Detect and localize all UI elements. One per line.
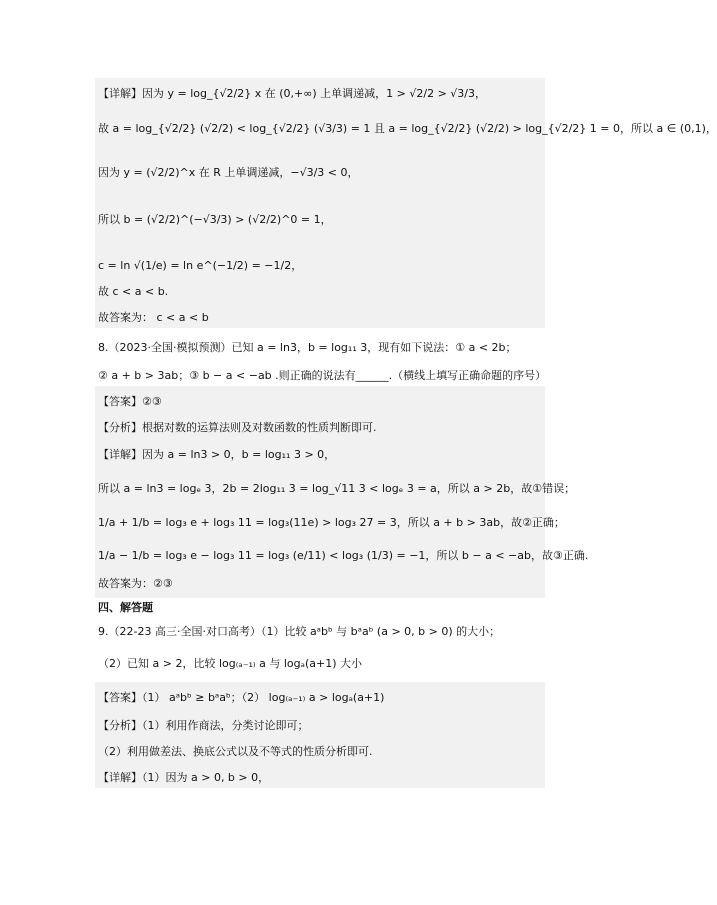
q8-analysis: 【分析】根据对数的运算法则及对数函数的性质判断即可. (98, 421, 377, 434)
q9-detail-line-1: 【详解】（1）因为 a > 0, b > 0， (98, 771, 270, 784)
q9-analysis-line-1: 【分析】（1）利用作商法，分类讨论即可； (98, 719, 309, 732)
q8-stem-line-1: 8.（2023·全国·模拟预测）已知 a = ln3，b = log₁₁ 3，现有如下说法：① a < 2b； (98, 341, 517, 354)
q8-detail-line-1: 【详解】因为 a = ln3 > 0，b = log₁₁ 3 > 0， (98, 448, 336, 461)
q9-stem-line-2: （2）已知 a > 2，比较 log₍ₐ₋₁₎ a 与 logₐ(a+1) 大小 (98, 657, 362, 670)
q7-detail-line-5: c = ln √(1/e) = ln e^(−1/2) = −1/2， (98, 259, 303, 272)
q9-answer: 【答案】（1） aᵃbᵇ ≥ bᵃaᵇ；（2） log₍ₐ₋₁₎ a > logₐ(a+1) (98, 691, 385, 704)
q9-stem-line-1: 9.（22-23 高三·全国·对口高考）（1）比较 aᵃbᵇ 与 bᵃaᵇ (a > 0, b > 0) 的大小； (98, 625, 501, 638)
q8-detail-line-4: 1/a − 1/b = log₃ e − log₃ 11 = log₃ (e/11) < log₃ (1/3) = −1，所以 b − a < −ab，故③正确. (98, 549, 589, 562)
q8-stem-line-2: ② a + b > 3ab；③ b − a < −ab .则正确的说法有______.（横线上填写正确命题的序号） (98, 369, 547, 382)
q7-detail-line-3: 因为 y = (√2/2)^x 在 R 上单调递减，−√3/3 < 0， (98, 166, 359, 179)
q8-detail-line-3: 1/a + 1/b = log₃ e + log₃ 11 = log₃(11e) > log₃ 27 = 3，所以 a + b > 3ab，故②正确； (98, 516, 565, 529)
q7-final-answer: 故答案为： c < a < b (98, 311, 209, 324)
q8-answer: 【答案】②③ (98, 395, 162, 408)
section-title: 四、解答题 (98, 601, 153, 614)
q8-final-answer: 故答案为：②③ (98, 577, 173, 590)
q7-detail-line-6: 故 c < a < b. (98, 285, 169, 298)
q7-detail-line-4: 所以 b = (√2/2)^(−√3/3) > (√2/2)^0 = 1， (98, 213, 332, 226)
q7-detail-line-1: 【详解】因为 y = log_{√2/2} x 在 (0,+∞) 上单调递减，1 > √2/2 > √3/3， (98, 87, 486, 100)
q8-detail-line-2: 所以 a = ln3 = logₑ 3，2b = 2log₁₁ 3 = log_√11 3 < logₑ 3 = a，所以 a > 2b，故①错误； (98, 482, 576, 495)
q9-analysis-line-2: （2）利用做差法、换底公式以及不等式的性质分析即可. (98, 745, 373, 758)
q7-detail-line-2: 故 a = log_{√2/2} (√2/2) < log_{√2/2} (√3/3) = 1 且 a = log_{√2/2} (√2/2) > log_{√2/2} 1 = 0，所以 a ∈ (0,1)， (98, 122, 717, 135)
